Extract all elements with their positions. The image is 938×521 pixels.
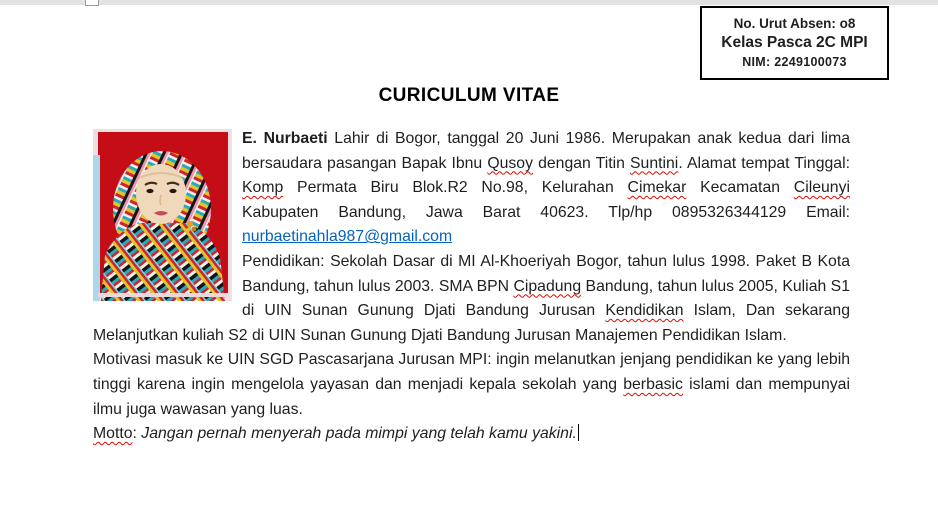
- photo-illustration: [93, 129, 232, 301]
- student-info-box: [700, 6, 889, 80]
- misspelled-word: Cileunyi: [793, 179, 850, 197]
- misspelled-word: Cimekar: [627, 179, 687, 197]
- class-name: Kelas Pasca 2C MPI: [721, 34, 868, 52]
- text-segment: Permata Biru Blok.R2 No.98, Kelurahan: [283, 179, 628, 197]
- email-link[interactable]: nurbaetinahla987@gmail.com: [242, 228, 453, 246]
- text-segment: Islam, Dan sekarang Melanjutkan kuliah S2 di UIN Sunan Gunung Djati Bandung Jurusan Manajemen Pendidikan Islam.: [93, 302, 850, 344]
- misspelled-word: berbasic: [623, 375, 683, 393]
- text-segment: . Alamat tempat Tinggal:: [678, 154, 850, 172]
- misspelled-word: Cipadung: [513, 277, 582, 295]
- absen-number: No. Urut Absen: o8: [733, 15, 856, 31]
- text-segment: islami dan mempunyai ilmu juga wawasan yang luas.: [93, 375, 850, 418]
- misspelled-word: Qusoy: [487, 154, 533, 172]
- text-segment: Bandung, tahun lulus 2005, Kuliah S1 di UIN Sunan Gunung Djati Bandung Jurusan: [242, 277, 850, 320]
- profile-photo: [93, 129, 232, 301]
- text-segment: Lahir di Bogor, tanggal 20 Juni 1986. Merupakan anak kedua dari lima bersaudara pasangan Bapak Ibnu: [242, 130, 851, 172]
- misspelled-word: Komp: [242, 179, 284, 197]
- nim-number: NIM: 2249100073: [742, 55, 847, 70]
- motto-text: Jangan pernah menyerah pada mimpi yang telah kamu yakini.: [141, 425, 577, 443]
- text-segment: Kecamatan: [686, 179, 794, 197]
- text-cursor: [578, 424, 580, 441]
- text-segment: Pendidikan: Sekolah Dasar di MI Al-Khoeriyah Bogor, tahun lulus 1998. Paket B Kota Bandung, tahun lulus 2003. SMA BPN: [242, 252, 850, 295]
- text-segment: dengan Titin: [532, 154, 631, 172]
- text-segment: Kabupaten Bandung, Jawa Barat 40623. Tlp/hp 0895326344129 Email:: [242, 203, 850, 221]
- text-segment: :: [132, 425, 142, 443]
- window-top-strip: [0, 0, 938, 5]
- person-name: E. Nurbaeti: [242, 130, 328, 147]
- paragraph-motto: [93, 422, 850, 447]
- document-title: CURICULUM VITAE: [378, 85, 560, 106]
- misspelled-word: Motto: [93, 425, 133, 443]
- paragraph-motivation: [93, 348, 850, 422]
- cv-body: [93, 127, 850, 447]
- misspelled-word: Kendidikan: [605, 302, 684, 320]
- text-segment: Motivasi masuk ke UIN SGD Pascasarjana Jurusan MPI: ingin melanutkan jenjang pendidikan ke yang lebih tinggi karena ingin mengelola yayasan dan menjadi kepala sekolah yang: [93, 351, 850, 393]
- page-corner-marker: [85, 0, 99, 6]
- misspelled-word: Suntini: [630, 154, 679, 172]
